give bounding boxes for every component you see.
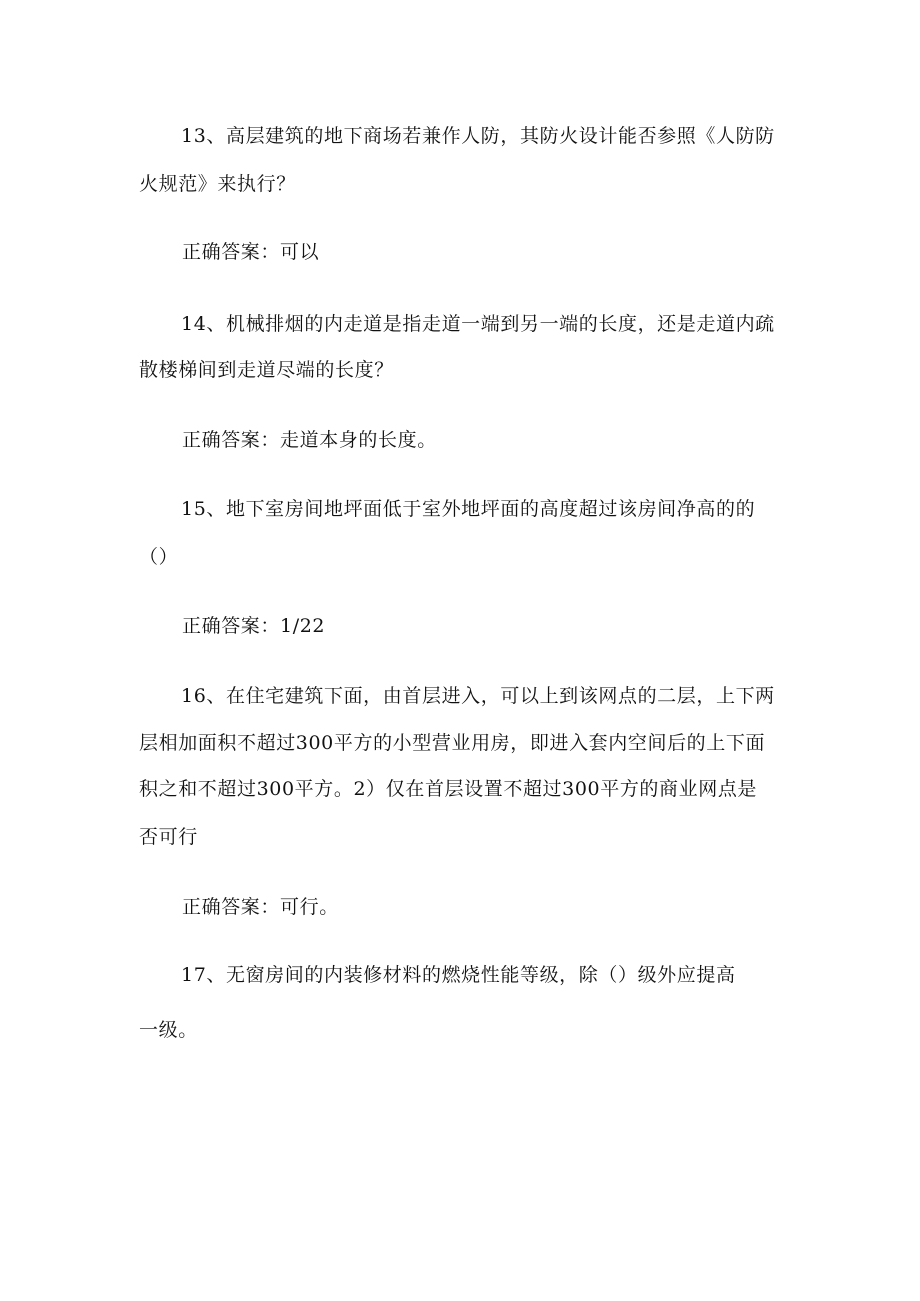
question-17-line-1: 17、无窗房间的内装修材料的燃烧性能等级，除（）级外应提高	[181, 964, 736, 986]
answer-13: 正确答案：可以	[182, 241, 320, 263]
question-14-line-1: 14、机械排烟的内走道是指走道一端到另一端的长度，还是走道内疏	[181, 313, 775, 335]
question-16-line-2: 层相加面积不超过300平方的小型营业用房，即进入套内空间后的上下面	[139, 732, 766, 754]
question-15-line-2: （）	[139, 546, 179, 568]
question-13-line-1: 13、高层建筑的地下商场若兼作人防，其防火设计能否参照《人防防	[181, 125, 775, 147]
question-14-line-2: 散楼梯间到走道尽端的长度？	[139, 359, 394, 381]
question-13-line-2: 火规范》来执行？	[139, 173, 296, 195]
question-17-line-2: 一级。	[139, 1019, 198, 1041]
question-16-line-3: 积之和不超过300平方。2）仅在首层设置不超过300平方的商业网点是	[139, 778, 758, 800]
question-15-line-1: 15、地下室房间地坪面低于室外地坪面的高度超过该房间净高的的	[181, 498, 756, 520]
question-16-line-4: 否可行	[139, 826, 198, 848]
answer-16: 正确答案：可行。	[182, 896, 339, 918]
answer-15: 正确答案：1/22	[182, 615, 326, 637]
question-16-line-1: 16、在住宅建筑下面，由首层进入，可以上到该网点的二层，上下两	[181, 685, 775, 707]
answer-14: 正确答案：走道本身的长度。	[182, 429, 437, 451]
